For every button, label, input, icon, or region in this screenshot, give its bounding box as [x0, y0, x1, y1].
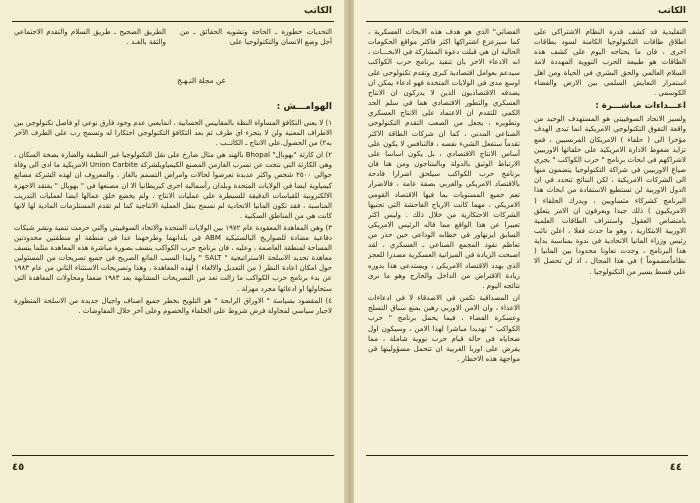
footnote-1: ١) لا يعني التكافؤ المساواة النظة بالمقاييس الحسابية ، انمايعني عدم وجود فارق نوعي او فاصل تكنولوجي بين الاطراف المعنية ولن لا يتجزء اي طرف ثم بعد التكافؤ التكنولوجي احتكارا له وتسمح رب على الطرف الآخر به٢) من الحصول.علي الانتاج ـ الكاتــب .	[14, 119, 332, 148]
top-left-column: الطريق الصحيح ـ طريق السلام والتقدم الاجتماعي والثقة بالغـد .	[14, 27, 166, 47]
right-page	[354, 0, 700, 503]
left-running-head	[14, 6, 332, 18]
paragraph: التقليدية قد كشف قدرة النظام الاشتراكي على اطلاق طاقات التكنولوجيا الكامنة لسود بطاقات اخرى ، فان ما يحتاجه اليوم على كشف هذه الطاقات هو طبيعة الحرب النووية المهددة لامة السلام العالمي والحق البشري في الحياة ومن اهل استمرار التعايش السلمي بين الارض والفضاء الكوسمي .	[534, 27, 686, 97]
left-page	[0, 0, 346, 503]
paragraph: الفضائي" الذي هو هدف هذه الابحاث العسكرية ، كما سيزعزع اشتراكها اكثر فاكثر مواقع الحكومات الحالية ان هي قبلت دعوة المشاركة في الابحـــاث ، انه الادعاء الاخر بان تنفيذ برنامج حرب الكواكب سيدعم بعوامل اقتصادية كبرى وتقدم تكنولوجي على اوسع مدى في الولايات المتحدة فهو ادعاء يمكن ان يصدقه الاقتصاديون الذين لا يدركون ان الانتاج العسكري والتطور الاقتصادي هما في سلم الحد الكمي للتقدم ان الاعتماد على الانتاج العسكري وتطويره ، يجعل من الصعب التقدم التكنولوجي الصناعي المدني ، كما ان شركات الطاقة الاكثر تقدماً ستفعل الشيء نفسه ، فالتنافس لا يكون على أساس الانتاج الاقتصادي ، بل يكون اساسا على الارتباط الوثيق بالدولة وبالبنتاجون ومن هنا فان برنامج حرب الكواكب سيلحق اضرارا فادحة بالاقتصاد الامريكي والغربي بصفة عامة ، فالاضرار تعم جميع المستويات بما فيها الاقتصاد القومي الامريكي ، مهما كانت الارباح الفاحشة التي تجنيها الشركات الاحتكارية من خلال ذلك . وليس اكثر تعبيرا عن هذا الواقع مما قاله الرئيس الامريكي السابق ايزنهاور في خطابه الوداعي حين حذر من تعاظم نفوذ المجمع الصناعي ـ العسكري ، لقد اصبحت الزيادة في الميزانية العسكرية مصدرا للعجز الذي يهدد الاقتصاد الامريكي ، ويستدعي هذا بدوره زيادة الاقتراض من الداخل والخارج وهو ما نرى نتائجه اليوم .	[368, 27, 520, 290]
header-rule	[12, 21, 334, 22]
running-head-title: الكاتب	[304, 6, 332, 16]
running-head-title: الكاتب	[658, 6, 686, 16]
page-number: ٤٥	[12, 462, 25, 473]
right-column	[534, 27, 686, 449]
top-right-column: التحديات خطورة ـ الحاجة وتشويه الحقائق ـ من أجل وضع الانسان والتكنولوجيا على	[180, 27, 332, 47]
notes-title-text: الهوامـــش :	[276, 102, 332, 112]
footnote-4: ٤) المقصود بسياسة " الاوراق الرابحة " هو التلويح بخطر جميع اصناف واجيال جديدة من الاسلحة المتطورة لاجبار سياسي لمحاولة فرض شروط على الحلفاء والخصوم وعلى آخر حلال المفاوضات .	[14, 296, 332, 315]
left-column	[368, 27, 520, 449]
notes-title	[277, 102, 332, 112]
paragraph: ان المصداقية تكمن في الاصدقاء لا في ادعاءات الاعداء ، وان الامن الاوربي رهين بمنع سباق التسلح وعسكرة الفضاء ، فيما يحمل برنامج " حرب الكواكب " تهديدا مباشرا لهذا الامن ، وسيكون اول ضحاياه في حالة قيام حرب نووية شاملة ، مما يفرض على اوربا الغربية ان تتحمل مسؤوليتها في مواجهة هذه الاخطار .	[368, 293, 520, 363]
footnote-3: ٣) وهي المعاهدة المعقودة عام ١٩٧٢ بين الولايات المتحدة والاتحاد السوفييتي والتي حرمت تنمية ونشر شبكات دفاعية مضادة للصواريخ البالستيكية ABM في بلدانهما وطرحهما عدا في منطقة او منطقتين محدودتين المساحة لمنطقة العاصمة ، وعليه ، فان برنامج حرب الكواكب ينسف بصورة مباشرة هذه المعاهدة مثلما ينسف معاهدة تحديد الاسلحة الاستراتيجية " SALT " وليذا السبب المانع الصريح في جميع تصريحات من المسئولين حول امكان اعادة النظر ( من التعديل والالغاء ) لهذه المعاهدة ، وهذا وتصريحات الاستثناء الثاني من عام ١٩٨٣ عن بدء برنامج حرب الكواكب ما زالت تعد من التصريحات المشابهة بعد ١٩٨٣ ضعفا ومحاولات المعاهدة التي ستحاولها او ادعائها مجرد مهزلة .	[14, 223, 332, 293]
footnote-2: ٢) ان كارثة "بهوبال" Bhopal بالهند هي مثال صارخ على نقل التكنولوجيا غير النظيفة والضارة بصحة السكان ، وهي الكارثة التي نتجت عن تسرب الغازمن المصنع الكيمياويلشركة Union Carbite الامريكية ما ادى الى وفاة حوالي ٢٥٠٠ شخص واكثر عديدة تعرضوا لحالات وامراض التسمم بالغاز ، والمعروف ان لهذه الشركة مصانع كيمياوية ايضا في الولايات المتحدة وبلدان رأسمالية اخرى كبريطانيا الا ان مصنعها في " بهوبال " يفتقد الاجهزة الالكترونية للقياسات الدقيقة للسيطرة على عمليات الانتاج ، ولم يخضع خلق عمالها ايضا لعمليات التدريب المناسبة ، فقد تكون المانيا الاتحادية لم تسمح بنقل العملية الانتاجية كما لم تقدم المستلزمات المادية لها لانها كانت هي من المناطق السكنية .	[14, 151, 332, 220]
footnotes	[14, 118, 332, 450]
right-running-head	[368, 6, 686, 18]
header-rule	[366, 21, 688, 22]
footer-rule	[12, 455, 334, 456]
left-page-top-columns	[14, 27, 332, 82]
footer-rule	[366, 455, 688, 456]
right-page-columns	[368, 27, 686, 449]
paragraph: ولسير الاتحاد السوفييتي هو المستهدف الوحيد من واقعة التفوق التكنولوجي الامريكية انما تبدى الهدف مؤخرا الى ( حلفاء ) الامريكان الفرنسيين ، فمع تزايد ضغوط الادارة الامريكية على حلفائها الاوربيين لاشراكهم في ابحاث برنامج " حرب الكواكب " يجري صياغ الاوربيين في شراكة التكنولوجيا ينضمون منها الى الشركات الامريكية ، لكن النتائج تتحدد في ان الدول الاوربية لن تستطيع الاستفادة من ابحاث هذا البرنامج كشركاء متساويين ، ويدرك الحلفاء ( الامريكيون ) ذلك جيدا ويعرفون ان الامر يتعلق بامتصاص العقول واستنزاف الطاقات العلمية الاوربية الابتكارية ، وهو ما حدث فعلا ، اعلن نائب رئيس وزراء المانيا الاتحادية في ندوة بمناسبة بداية هذا البرنامج ، وجدت تعاونا محدودا بين المانيا ( نظاماًمضموماً ) في هذا المجال ، اذ لن تحصل الا على قسط يسير من التكنولوجيا .	[534, 114, 686, 276]
source-line: عن مجلة النـهـج	[177, 76, 226, 85]
page-number: ٤٤	[669, 462, 682, 473]
section-subhead: اعـــداءات مباشـــرة :	[595, 101, 686, 112]
